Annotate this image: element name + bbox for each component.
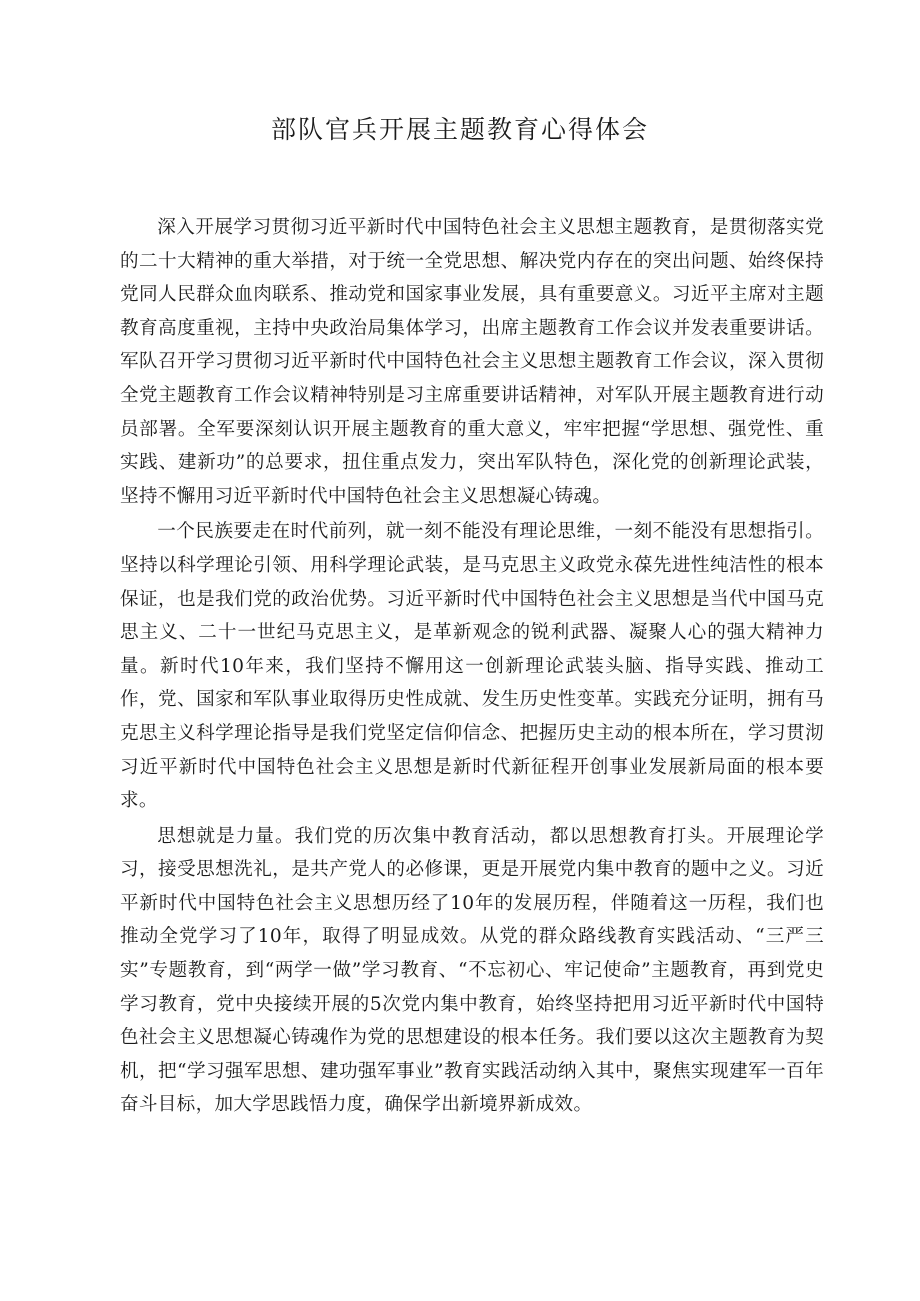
paragraph-1: 深入开展学习贯彻习近平新时代中国特色社会主义思想主题教育，是贯彻落实党的二十大精神的重大举措，对于统一全党思想、解决党内存在的突出问题、始终保持党同人民群众血肉联系、推动党和国家事业发展，具有重要意义。习近平主席对主题教育高度重视，主持中央政治局集体学习，出席主题教育工作会议并发表重要讲话。军队召开学习贯彻习近平新时代中国特色社会主义思想主题教育工作会议，深入贯彻全党主题教育工作会议精神特别是习主席重要讲话精神，对军队开展主题教育进行动员部署。全军要深刻认识开展主题教育的重大意义，牢牢把握“学思想、强党性、重实践、建新功”的总要求，扭住重点发力，突出军队特色，深化党的创新理论武装，坚持不懈用习近平新时代中国特色社会主义思想凝心铸魂。 — [120, 217, 824, 507]
paragraph-3: 思想就是力量。我们党的历次集中教育活动，都以思想教育打头。开展理论学习，接受思想洗礼，是共产党人的必修课，更是开展党内集中教育的题中之义。习近平新时代中国特色社会主义思想历经了10年的发展历程，伴随着这一历程，我们也推动全党学习了10年，取得了明显成效。从党的群众路线教育实践活动、“三严三实”专题教育，到“两学一做”学习教育、“不忘初心、牢记使命”主题教育，再到党史学习教育，党中央接续开展的5次党内集中教育，始终坚持把用习近平新时代中国特色社会主义思想凝心铸魂作为党的思想建设的根本任务。我们要以这次主题教育为契机，把“学习强军思想、建功强军事业”教育实践活动纳入其中，聚焦实现建军一百年奋斗目标，加大学思践悟力度，确保学出新境界新成效。 — [120, 825, 824, 1116]
paragraph-2: 一个民族要走在时代前列，就一刻不能没有理论思维，一刻不能没有思想指引。坚持以科学理论引领、用科学理论武装，是马克思主义政党永葆先进性纯洁性的根本保证，也是我们党的政治优势。习近平新时代中国特色社会主义思想是当代中国马克思主义、二十一世纪马克思主义，是革新观念的锐利武器、凝聚人心的强大精神力量。新时代10年来，我们坚持不懈用这一创新理论武装头脑、指导实践、推动工作，党、国家和军队事业取得历史性成就、发生历史性变革。实践充分证明，拥有马克思主义科学理论指导是我们党坚定信仰信念、把握历史主动的根本所在，学习贯沏习近平新时代中国特色社会主义思想是新时代新征程开创事业发展新局面的根本要求。 — [120, 521, 824, 812]
document-body — [120, 211, 824, 1124]
document-title: 部队官兵开展主题教育心得体会 — [270, 115, 649, 144]
